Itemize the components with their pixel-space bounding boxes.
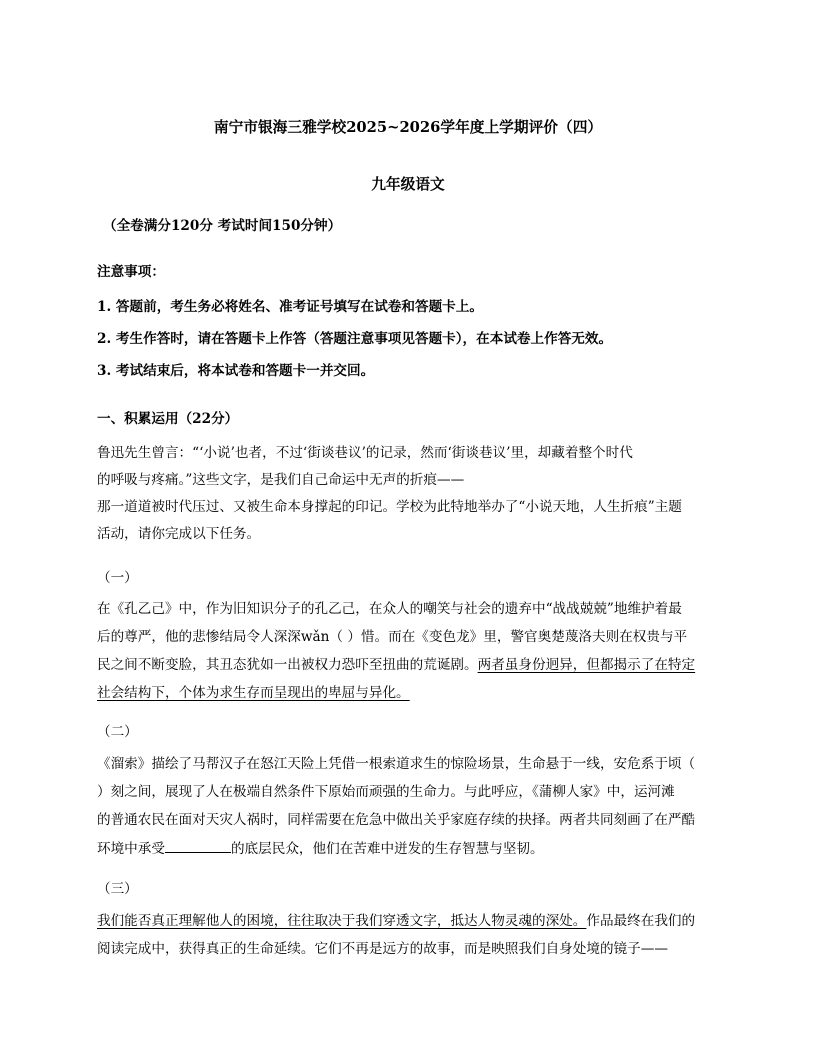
part-1-line-2: 后的尊严，他的悲惨结局令人深深wǎn（ ）惜。而在《变色龙》里，警官奥楚蔑洛夫则在权贵与平: [97, 629, 688, 645]
part-2-line-1: 《溜索》描绘了马帮汉子在怒江天险上凭借一根索道求生的惊险场景，生命悬于一线，安危系于顷（: [97, 756, 696, 772]
part-1-line-4: [97, 683, 410, 703]
part-1-line-3-text: 民之间不断变脸，其丑态犹如一出被权力恐吓至扭曲的荒诞剧。: [97, 657, 478, 673]
part-1-underlined-sentence-start: 两者虽身份迥异，但都揭示了在特定: [477, 657, 696, 673]
fill-in-blank: [165, 838, 231, 853]
notice-item-3: 3. 考试结束后，将本试卷和答题卡一并交回。: [97, 363, 375, 379]
part-2-line-4-end: 的底层民众，他们在苦难中迸发的生存智慧与坚韧。: [230, 841, 544, 857]
part-2-line-4: [97, 838, 544, 859]
section-heading: 一、积累运用（22分）: [97, 411, 239, 427]
part-3-underlined-sentence: 我们能否真正理解他人的困境，往往取决于我们穿透文字，抵达人物灵魂的深处。: [97, 913, 587, 929]
intro-line-2: 的呼吸与疼痛。”这些文字，是我们自己命运中无声的折痕——: [97, 472, 465, 488]
part-1-label: （一）: [97, 570, 138, 586]
part-2-line-3: 的普通农民在面对天灾人祸时，同样需要在危急中做出关乎家庭存续的抉择。两者共同刻画了在严酷: [97, 812, 696, 828]
part-1-underlined-sentence-end: 社会结构下，个体为求生存而呈现出的卑屈与异化。: [97, 685, 410, 701]
part-1-line-1: 在《孔乙己》中，作为旧知识分子的孔乙己，在众人的嘲笑与社会的遗弃中“战战兢兢”地维护着最: [97, 601, 682, 617]
part-1-line-3: [97, 655, 695, 675]
subject-title: 九年级语文: [371, 176, 445, 193]
intro-line-4: 活动，请你完成以下任务。: [97, 526, 261, 542]
part-2-line-2: ）刻之间，展现了人在极端自然条件下原始而顽强的生命力。与此呼应，《蒲柳人家》中，运河滩: [97, 784, 675, 800]
part-2-label: （二）: [97, 724, 138, 740]
exam-info: （全卷满分120分 考试时间150分钟）: [103, 218, 342, 234]
notice-item-2: 2. 考生作答时，请在答题卡上作答（答题注意事项见答题卡），在本试卷上作答无效。: [97, 331, 613, 347]
part-3-line-1-text: 作品最终在我们的: [586, 913, 696, 929]
part-2-line-4-start: 环境中承受: [97, 841, 165, 857]
notice-heading: 注意事项：: [97, 264, 165, 280]
notice-item-1: 1. 答题前，考生务必将姓名、准考证号填写在试卷和答题卡上。: [97, 299, 483, 315]
intro-line-1: 鲁迅先生曾言：“‘小说’也者，不过‘街谈巷议’的记录，然而‘街谈巷议’里，却藏着整个时代: [97, 445, 633, 461]
intro-line-3: 那一道道被时代压过、又被生命本身撑起的印记。学校为此特地举办了“小说天地，人生折痕”主题: [97, 499, 682, 515]
part-3-label: （三）: [97, 881, 138, 897]
part-3-line-1: [97, 911, 695, 931]
exam-title: 南宁市银海三雅学校2025~2026学年度上学期评价（四）: [213, 119, 603, 136]
part-3-line-2: 阅读完成中，获得真正的生命延续。它们不再是远方的故事，而是映照我们自身处境的镜子——: [97, 941, 668, 957]
